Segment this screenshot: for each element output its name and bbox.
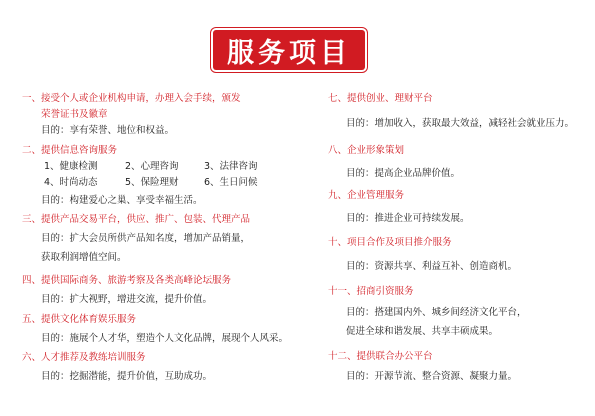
section-6-purpose: 目的：挖掘潜能，提升价值，互助成功。 — [41, 371, 213, 382]
service-item-psych-consult: 2、心理咨询 — [125, 161, 179, 172]
section-12-purpose: 目的：开源节流、整合资源、凝聚力量。 — [346, 371, 518, 382]
section-1-heading-line2: 荣誉证书及徽章 — [41, 109, 108, 120]
section-2-purpose: 目的：构建爱心之巢、享受幸福生活。 — [41, 195, 203, 206]
section-11-purpose-line2: 促进全球和谐发展、共享丰硕成果。 — [346, 326, 499, 337]
section-4-heading: 四、提供国际商务、旅游考察及各类高峰论坛服务 — [22, 275, 232, 286]
section-10-purpose: 目的：资源共享、利益互补、创造商机。 — [346, 261, 518, 272]
section-1-purpose: 目的：享有荣誉、地位和权益。 — [41, 125, 175, 136]
service-item-health-check: 1、健康检测 — [44, 161, 98, 172]
section-7-purpose: 目的：增加收入，获取最大效益，减轻社会就业压力。 — [346, 118, 575, 129]
section-4-purpose: 目的：扩大视野，增进交流，提升价值。 — [41, 294, 213, 305]
section-3-heading: 三、提供产品交易平台，供应、推广、包装、代理产品 — [22, 214, 251, 225]
section-3-purpose-line1: 目的：扩大会员所供产品知名度，增加产品销量， — [41, 233, 251, 244]
service-item-insurance-finance: 5、保险理财 — [125, 177, 179, 188]
section-11-heading: 十一、招商引资服务 — [328, 286, 414, 297]
page-title: 服务项目 — [227, 37, 351, 69]
section-8-purpose: 目的：提高企业品牌价值。 — [346, 168, 461, 179]
section-9-heading: 九、企业管理服务 — [328, 190, 405, 201]
section-10-heading: 十、项目合作及项目推介服务 — [328, 237, 452, 248]
service-item-fashion-news: 4、时尚动态 — [44, 177, 98, 188]
section-3-purpose-line2: 获取利润增值空间。 — [41, 252, 127, 263]
service-item-legal-consult: 3、法律咨询 — [204, 161, 258, 172]
section-5-purpose: 目的：施展个人才华，塑造个人文化品牌，展现个人风采。 — [41, 333, 289, 344]
section-6-heading: 六、人才推荐及教练培训服务 — [22, 352, 146, 363]
section-7-heading: 七、提供创业、理财平台 — [328, 93, 433, 104]
section-2-heading: 二、提供信息咨询服务 — [22, 145, 118, 156]
service-item-birthday-greeting: 6、生日问候 — [204, 177, 258, 188]
section-1-heading-line1: 一、接受个人或企业机构申请，办理入会手续，颁发 — [22, 93, 241, 104]
title-banner — [213, 30, 365, 70]
section-5-heading: 五、提供文化体育娱乐服务 — [22, 314, 137, 325]
section-9-purpose: 目的：推进企业可持续发展。 — [346, 213, 470, 224]
section-12-heading: 十二、提供联合办公平台 — [328, 351, 433, 362]
section-8-heading: 八、企业形象策划 — [328, 145, 405, 156]
section-11-purpose-line1: 目的：搭建国内外、城乡间经济文化平台， — [346, 307, 527, 318]
